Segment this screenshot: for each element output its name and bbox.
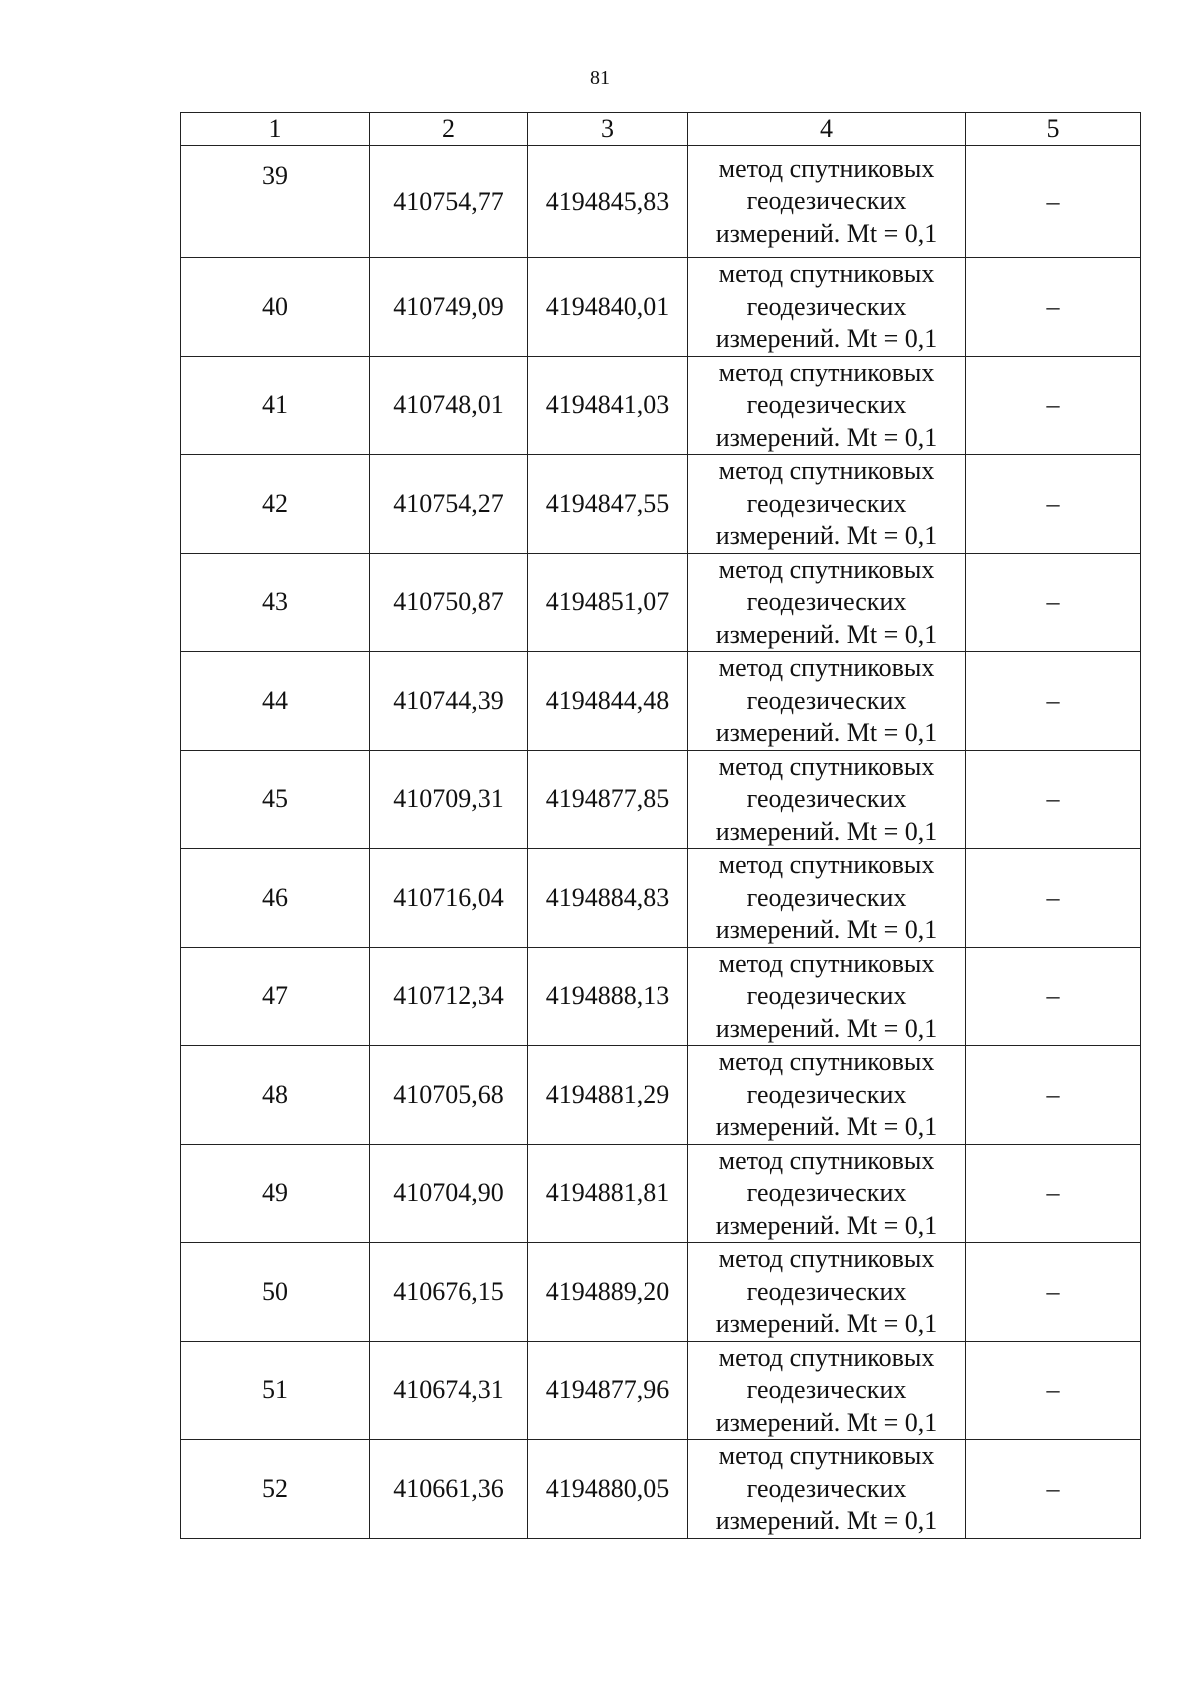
x-coordinate-cell: 410716,04 [370, 849, 528, 948]
method-line: измерений. Mt = 0,1 [715, 1210, 938, 1240]
method-line: измерений. Mt = 0,1 [715, 521, 938, 550]
x-coordinate-cell: 410705,68 [370, 1046, 528, 1145]
method-line: геодезических [746, 291, 907, 321]
method-line: метод спутниковых [718, 751, 935, 781]
y-coordinate-cell: 4194841,03 [528, 356, 688, 455]
note-cell: – [966, 1046, 1141, 1145]
x-coordinate-cell: 410754,77 [370, 146, 528, 258]
column-header-method: 4 [688, 113, 966, 146]
point-number-cell: 49 [181, 1144, 370, 1243]
method-line: метод спутниковых [718, 456, 935, 485]
method-line: геодезических [746, 186, 907, 216]
table-row [181, 1046, 1141, 1145]
method-cell [688, 455, 966, 554]
y-coordinate-cell: 4194844,48 [528, 652, 688, 751]
x-coordinate-cell: 410748,01 [370, 356, 528, 455]
method-line: метод спутниковых [718, 1441, 935, 1470]
method-line: метод спутниковых [718, 850, 935, 879]
note-cell: – [966, 356, 1141, 455]
note-cell: – [966, 1341, 1141, 1440]
note-cell: – [966, 947, 1141, 1046]
y-coordinate-cell: 4194877,85 [528, 750, 688, 849]
method-line: геодезических [746, 587, 907, 616]
method-cell [688, 652, 966, 751]
y-coordinate-cell: 4194880,05 [528, 1440, 688, 1539]
note-cell: – [966, 849, 1141, 948]
table-row [181, 1243, 1141, 1342]
method-line: измерений. Mt = 0,1 [715, 1506, 938, 1535]
point-number-cell: 44 [181, 652, 370, 751]
method-cell [688, 553, 966, 652]
x-coordinate-cell: 410674,31 [370, 1341, 528, 1440]
point-number-cell: 51 [181, 1341, 370, 1440]
column-header-point: 1 [181, 113, 370, 146]
method-line: метод спутниковых [718, 948, 935, 978]
y-coordinate-cell: 4194845,83 [528, 146, 688, 258]
method-line: метод спутниковых [718, 259, 935, 288]
x-coordinate-cell: 410676,15 [370, 1243, 528, 1342]
point-number-cell: 52 [181, 1440, 370, 1539]
method-cell [688, 1046, 966, 1145]
method-line: метод спутниковых [718, 153, 935, 183]
point-number-cell: 42 [181, 455, 370, 554]
column-header-x: 2 [370, 113, 528, 146]
method-line: метод спутниковых [718, 554, 935, 584]
note-cell: – [966, 652, 1141, 751]
table-row [181, 947, 1141, 1046]
table-header-row [181, 113, 1141, 146]
method-cell [688, 947, 966, 1046]
method-line: измерений. Mt = 0,1 [715, 1407, 938, 1437]
point-number-cell: 48 [181, 1046, 370, 1145]
y-coordinate-cell: 4194877,96 [528, 1341, 688, 1440]
method-cell [688, 258, 966, 357]
method-line: измерений. Mt = 0,1 [715, 915, 938, 944]
point-number-cell: 45 [181, 750, 370, 849]
method-line: геодезических [746, 981, 907, 1010]
table-row [181, 849, 1141, 948]
note-cell: – [966, 258, 1141, 357]
method-line: метод спутниковых [718, 1047, 935, 1076]
y-coordinate-cell: 4194881,29 [528, 1046, 688, 1145]
x-coordinate-cell: 410750,87 [370, 553, 528, 652]
x-coordinate-cell: 410754,27 [370, 455, 528, 554]
method-line: измерений. Mt = 0,1 [715, 324, 938, 353]
method-line: геодезических [746, 1178, 907, 1207]
table-row [181, 356, 1141, 455]
method-line: геодезических [746, 488, 907, 518]
method-line: геодезических [746, 1473, 907, 1503]
y-coordinate-cell: 4194881,81 [528, 1144, 688, 1243]
method-cell [688, 1440, 966, 1539]
table-row [181, 652, 1141, 751]
column-header-note: 5 [966, 113, 1141, 146]
x-coordinate-cell: 410712,34 [370, 947, 528, 1046]
note-cell: – [966, 750, 1141, 849]
method-line: геодезических [746, 882, 907, 912]
method-line: геодезических [746, 685, 907, 715]
method-line: метод спутниковых [718, 1145, 935, 1175]
note-cell: – [966, 1440, 1141, 1539]
method-line: измерений. Mt = 0,1 [715, 1309, 938, 1338]
point-number-cell: 41 [181, 356, 370, 455]
method-line: измерений. Mt = 0,1 [715, 422, 938, 452]
point-number-cell: 39 [181, 146, 370, 258]
y-coordinate-cell: 4194888,13 [528, 947, 688, 1046]
method-cell [688, 146, 966, 258]
x-coordinate-cell: 410744,39 [370, 652, 528, 751]
column-header-y: 3 [528, 113, 688, 146]
x-coordinate-cell: 410709,31 [370, 750, 528, 849]
method-cell [688, 1341, 966, 1440]
method-line: измерений. Mt = 0,1 [715, 218, 938, 248]
table-row [181, 553, 1141, 652]
x-coordinate-cell: 410661,36 [370, 1440, 528, 1539]
method-line: метод спутниковых [718, 1244, 935, 1273]
method-line: измерений. Mt = 0,1 [715, 718, 938, 747]
page-number: 81 [590, 67, 610, 89]
point-number-cell: 43 [181, 553, 370, 652]
table-row [181, 1144, 1141, 1243]
x-coordinate-cell: 410704,90 [370, 1144, 528, 1243]
note-cell: – [966, 146, 1141, 258]
method-cell [688, 356, 966, 455]
method-cell [688, 849, 966, 948]
point-number-cell: 46 [181, 849, 370, 948]
note-cell: – [966, 455, 1141, 554]
note-cell: – [966, 553, 1141, 652]
method-line: измерений. Mt = 0,1 [715, 1112, 938, 1141]
method-line: измерений. Mt = 0,1 [715, 816, 938, 846]
method-line: геодезических [746, 784, 907, 813]
method-line: метод спутниковых [718, 357, 935, 387]
method-line: измерений. Mt = 0,1 [715, 1013, 938, 1043]
y-coordinate-cell: 4194884,83 [528, 849, 688, 948]
y-coordinate-cell: 4194889,20 [528, 1243, 688, 1342]
method-line: метод спутниковых [718, 1342, 935, 1372]
coordinates-table [180, 112, 1141, 1539]
y-coordinate-cell: 4194851,07 [528, 553, 688, 652]
point-number-cell: 50 [181, 1243, 370, 1342]
method-cell [688, 1144, 966, 1243]
point-number-cell: 47 [181, 947, 370, 1046]
method-line: геодезических [746, 1276, 907, 1306]
table-row [181, 258, 1141, 357]
y-coordinate-cell: 4194847,55 [528, 455, 688, 554]
method-line: геодезических [746, 390, 907, 419]
note-cell: – [966, 1144, 1141, 1243]
x-coordinate-cell: 410749,09 [370, 258, 528, 357]
method-cell [688, 1243, 966, 1342]
method-cell [688, 750, 966, 849]
y-coordinate-cell: 4194840,01 [528, 258, 688, 357]
method-line: геодезических [746, 1375, 907, 1404]
point-number-cell: 40 [181, 258, 370, 357]
table-row [181, 455, 1141, 554]
table-row [181, 1341, 1141, 1440]
method-line: метод спутниковых [718, 653, 935, 682]
table-row [181, 1440, 1141, 1539]
table-row [181, 146, 1141, 258]
method-line: геодезических [746, 1079, 907, 1109]
table-row [181, 750, 1141, 849]
method-line: измерений. Mt = 0,1 [715, 619, 938, 649]
note-cell: – [966, 1243, 1141, 1342]
